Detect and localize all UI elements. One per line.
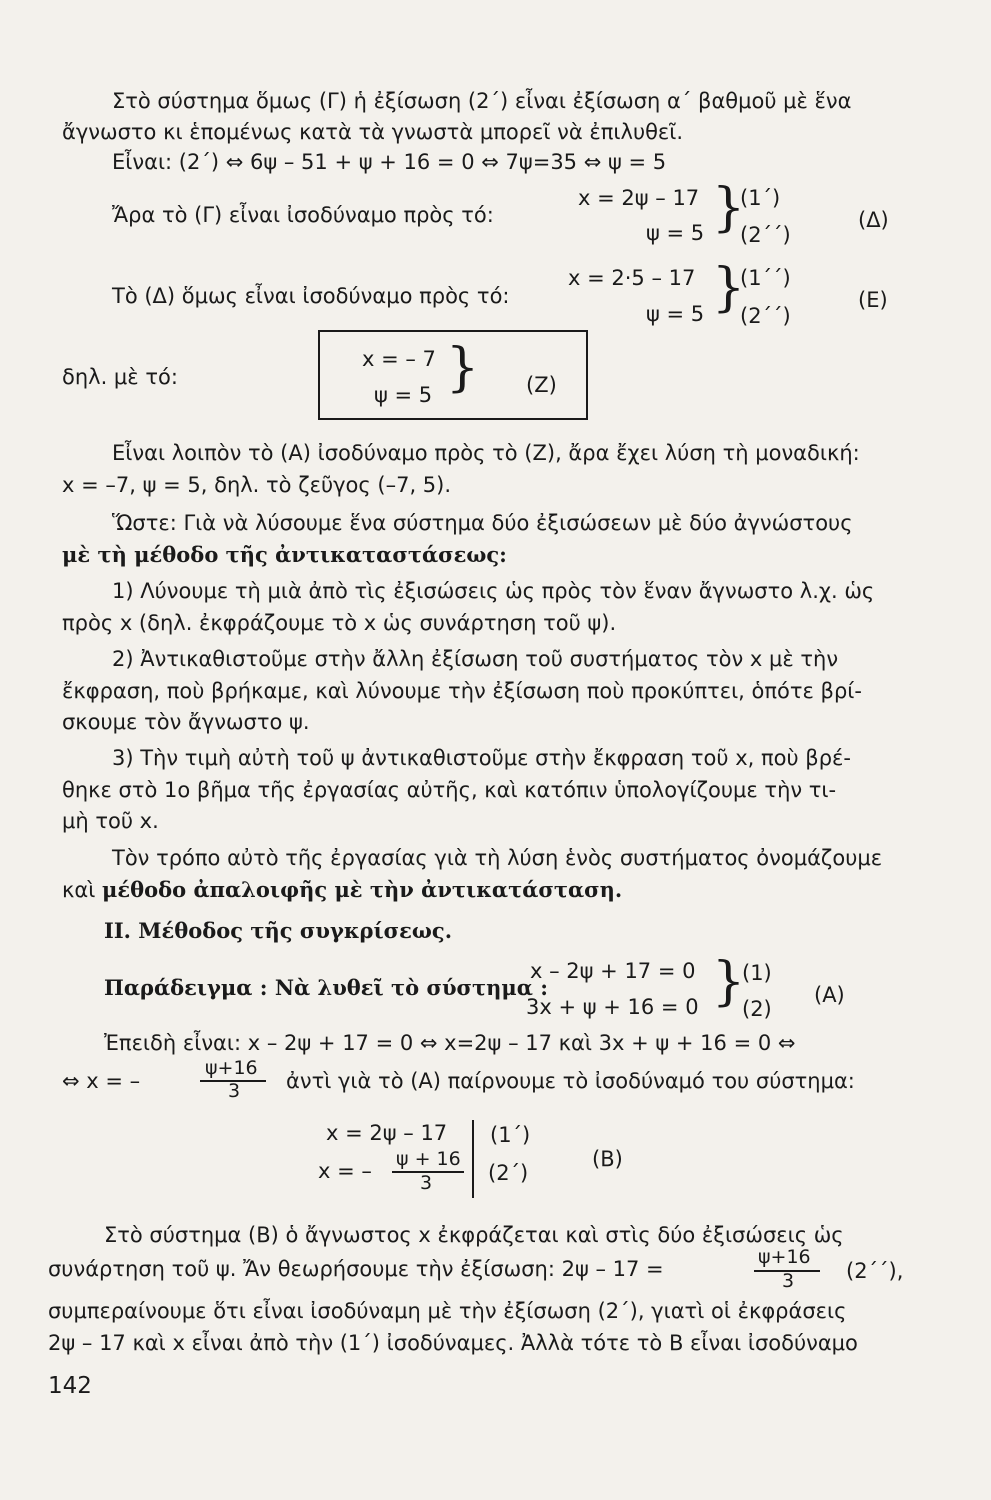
method-name: μέθοδο ἀπαλοιφῆς μὲ τὴν ἀντικατάσταση.	[102, 877, 623, 902]
system-z-eq2: ψ = 5	[374, 383, 433, 407]
text-line: ⇔ x = –	[62, 1069, 141, 1093]
fraction-denominator: 3	[420, 1172, 433, 1194]
text-line: ἀντὶ γιὰ τὸ (Α) παίρνουμε τὸ ἰσοδύναμό του σύστημα:	[286, 1069, 855, 1093]
system-z-label: (Ζ)	[526, 373, 557, 397]
system-e-tag2: (2΄΄)	[740, 304, 791, 328]
text-line: ἔκφραση, ποὺ βρήκαμε, καὶ λύνουμε τὴν ἐξίσωση ποὺ προκύπτει, ὁπότε βρί-	[62, 679, 862, 703]
system-b-eq1: x = 2ψ – 17	[326, 1121, 448, 1145]
brace: }	[446, 338, 480, 398]
text-line: σκουμε τὸν ἄγνωστο ψ.	[62, 710, 310, 734]
system-b-label: (Β)	[592, 1147, 623, 1171]
text-line: μὴ τοῦ x.	[62, 809, 159, 833]
text-line: 3) Τὴν τιμὴ αὐτὴ τοῦ ψ ἀντικαθιστοῦμε στὴν ἔκφραση τοῦ x, ποὺ βρέ-	[112, 746, 851, 770]
system-z-eq1: x = – 7	[362, 347, 436, 371]
text-line	[62, 877, 622, 903]
text-line: 1) Λύνουμε τὴ μιὰ ἀπὸ τὶς ἐξισώσεις ὡς πρὸς τὸν ἕναν ἄγνωστο λ.χ. ὡς	[112, 579, 875, 603]
system-e-eq1: x = 2·5 – 17	[568, 266, 696, 290]
text-line: Τὸ (Δ) ὅμως εἶναι ἰσοδύναμο πρὸς τό:	[112, 284, 510, 308]
fraction-numerator: ψ + 16	[396, 1148, 461, 1170]
system-e-tag1: (1΄΄)	[740, 266, 791, 290]
text-line: Εἶναι λοιπὸν τὸ (Α) ἰσοδύναμο πρὸς τὸ (Ζ), ἄρα ἔχει λύση τὴ μοναδική:	[112, 441, 860, 465]
text-line: Εἶναι: (2΄) ⇔ 6ψ – 51 + ψ + 16 = 0 ⇔ 7ψ=35 ⇔ ψ = 5	[112, 150, 667, 174]
system-d-label: (Δ)	[858, 208, 889, 232]
system-d-tag2: (2΄΄)	[740, 223, 791, 247]
text-line: Στὸ σύστημα ὅμως (Γ) ἡ ἐξίσωση (2΄) εἶναι ἐξίσωση α΄ βαθμοῦ μὲ ἕνα	[112, 89, 852, 113]
text-line: συμπεραίνουμε ὅτι εἶναι ἰσοδύναμη μὲ τὴν ἐξίσωση (2΄), γιατὶ οἱ ἐκφράσεις	[48, 1299, 847, 1323]
text-line: x = –7, ψ = 5, δηλ. τὸ ζεῦγος (–7, 5).	[62, 473, 452, 497]
text-line: Ὥστε: Γιὰ νὰ λύσουμε ἕνα σύστημα δύο ἐξισώσεων μὲ δύο ἀγνώστους	[112, 511, 853, 535]
system-a-tag1: (1)	[742, 961, 772, 985]
text-line: Ἄρα τὸ (Γ) εἶναι ἰσοδύναμο πρὸς τό:	[112, 203, 494, 227]
system-b-tag1: (1΄)	[490, 1123, 531, 1147]
system-e-label: (Ε)	[858, 288, 888, 312]
system-d-eq2: ψ = 5	[646, 221, 705, 245]
text-line: Στὸ σύστημα (Β) ὁ ἄγνωστος x ἐκφράζεται καὶ στὶς δύο ἐξισώσεις ὡς	[104, 1223, 844, 1247]
page-number: 142	[48, 1373, 92, 1399]
system-a-eq2: 3x + ψ + 16 = 0	[526, 995, 699, 1019]
system-d-eq1: x = 2ψ – 17	[578, 186, 700, 210]
fraction-denominator: 3	[228, 1080, 241, 1102]
fraction-numerator: ψ+16	[205, 1057, 258, 1079]
system-e-eq2: ψ = 5	[646, 302, 705, 326]
text-line: Ἐπειδὴ εἶναι: x – 2ψ + 17 = 0 ⇔ x=2ψ – 17 καὶ 3x + ψ + 16 = 0 ⇔	[104, 1031, 796, 1055]
text-line: ἄγνωστο κι ἑπομένως κατὰ τὰ γνωστὰ μπορεῖ νὰ ἐπιλυθεῖ.	[62, 120, 684, 144]
system-divider	[472, 1120, 474, 1198]
text-line-bold: μὲ τὴ μέθοδο τῆς ἀντικαταστάσεως:	[62, 542, 507, 567]
system-d-tag1: (1΄)	[740, 186, 781, 210]
example-heading: Παράδειγμα : Νὰ λυθεῖ τὸ σύστημα :	[104, 975, 549, 1000]
brace: }	[712, 178, 746, 238]
text-line: δηλ. μὲ τό:	[62, 365, 178, 389]
system-b-tag2: (2΄)	[488, 1161, 529, 1185]
text-line: 2ψ – 17 καὶ x εἶναι ἀπὸ τὴν (1΄) ἰσοδύναμες. Ἀλλὰ τότε τὸ Β εἶναι ἰσοδύναμο	[48, 1331, 858, 1355]
text-line: πρὸς x (δηλ. ἐκφράζουμε τὸ x ὡς συνάρτηση τοῦ ψ).	[62, 611, 617, 635]
system-a-eq1: x – 2ψ + 17 = 0	[530, 959, 696, 983]
text-line: Τὸν τρόπο αὐτὸ τῆς ἐργασίας γιὰ τὴ λύση ἑνὸς συστήματος ὀνομάζουμε	[112, 846, 883, 870]
brace: }	[712, 952, 746, 1012]
brace: }	[712, 258, 746, 318]
section-heading: II. Μέθοδος τῆς συγκρίσεως.	[104, 918, 453, 943]
text-line: συνάρτηση τοῦ ψ. Ἄν θεωρήσουμε τὴν ἐξίσωση: 2ψ – 17 =	[48, 1257, 664, 1281]
text-line: 2) Ἀντικαθιστοῦμε στὴν ἄλλη ἐξίσωση τοῦ συστήματος τὸν x μὲ τὴν	[112, 647, 839, 671]
system-a-label: (Α)	[814, 983, 845, 1007]
text-span: καὶ	[62, 878, 103, 902]
text-line: (2΄΄),	[846, 1259, 904, 1283]
system-a-tag2: (2)	[742, 997, 772, 1021]
text-line: θηκε στὸ 1ο βῆμα τῆς ἐργασίας αὐτῆς, καὶ κατόπιν ὑπολογίζουμε τὴν τι-	[62, 778, 837, 802]
system-b-eq2: x = –	[318, 1159, 372, 1183]
fraction-denominator: 3	[782, 1270, 795, 1292]
fraction-numerator: ψ+16	[758, 1246, 811, 1268]
